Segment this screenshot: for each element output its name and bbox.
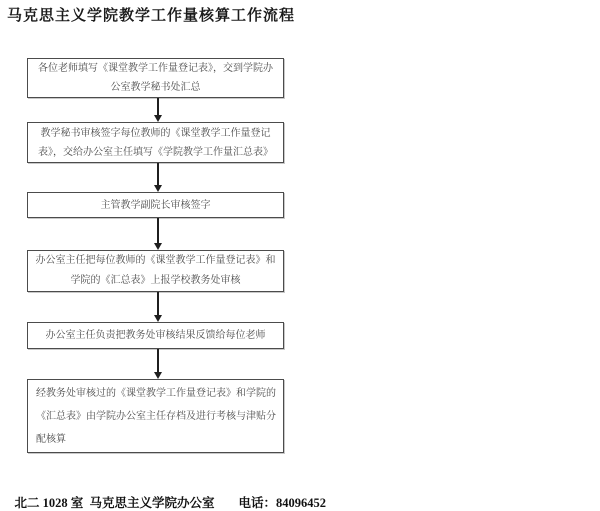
- flow-step-4-text: 办公室主任把每位教师的《课堂教学工作量登记表》和: [35, 255, 276, 266]
- flow-step-1-text: 各位老师填写《课堂教学工作量登记表》，交到学院办: [38, 63, 273, 74]
- flow-step-1-text: 公室教学秘书处汇总: [110, 82, 201, 93]
- flow-arrow-down-3: [153, 218, 162, 250]
- flow-step-3: [27, 192, 284, 218]
- footer-address: 北二 1028 室 马克思主义学院办公室: [14, 496, 215, 510]
- footer-phone: 电话：84096452: [238, 496, 327, 510]
- flow-step-2-text: 表》，交给办公室主任填写《学院教学工作量汇总表》: [38, 146, 273, 158]
- arrow-shaft: [157, 163, 159, 185]
- arrow-head-icon: [154, 115, 162, 122]
- arrow-head-icon: [154, 315, 162, 322]
- flow-step-4-text: 学院的《汇总表》上报学校教务处审核: [70, 275, 241, 286]
- flow-step-6-text: 《汇总表》由学院办公室主任存档及进行考核与津贴分: [36, 410, 276, 422]
- flow-step-2-text: 教学秘书审核签字每位教师的《课堂教学工作量登记: [40, 127, 271, 139]
- flow-arrow-down-5: [153, 349, 162, 379]
- arrow-shaft: [157, 218, 159, 243]
- flow-step-6-text: 配核算: [36, 433, 66, 445]
- footer-contact: [2, 478, 326, 511]
- flow-step-5: [27, 322, 284, 349]
- flow-step-6: [27, 379, 284, 453]
- page-title: 马克思主义学院教学工作量核算工作流程: [7, 7, 296, 24]
- arrow-shaft: [157, 292, 159, 315]
- arrow-head-icon: [154, 372, 162, 379]
- arrow-head-icon: [154, 185, 162, 192]
- flow-step-5-text: 办公室主任负责把教务处审核结果反馈给每位老师: [45, 330, 266, 341]
- flow-arrow-down-1: [153, 98, 162, 122]
- flow-step-1: [27, 58, 284, 98]
- flow-step-2: [27, 122, 284, 163]
- arrow-head-icon: [154, 243, 162, 250]
- flow-step-3-text: 主管教学副院长审核签字: [100, 199, 211, 211]
- flow-arrow-down-2: [153, 163, 162, 192]
- flow-step-6-text: 经教务处审核过的《课堂教学工作量登记表》和学院的: [36, 387, 276, 399]
- flow-arrow-down-4: [153, 292, 162, 322]
- arrow-shaft: [157, 349, 159, 372]
- arrow-shaft: [157, 98, 159, 115]
- flow-step-4: [27, 250, 284, 292]
